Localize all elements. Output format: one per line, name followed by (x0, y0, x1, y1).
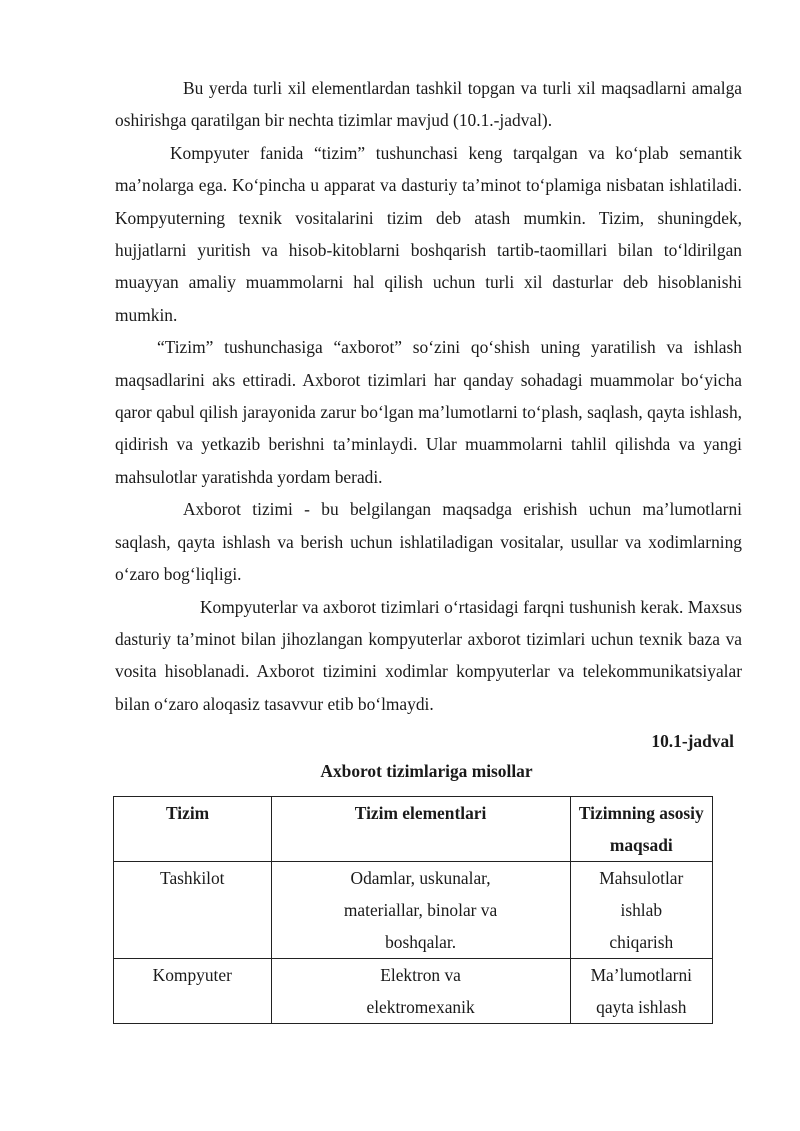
paragraph-3: “Tizim” tushunchasiga “axborot” so‘zini qo‘shish uning yaratilish va ishlash maqsadlarini aks ettiradi. Axborot tizimlari har qanday sohadagi muammolar bo‘yicha qaror qabul qilish jarayonida zarur bo‘lgan ma’lumotlarni to‘plash, saqlash, qayta ishlash, qidirish va yetkazib berishni ta’minlaydi. Ular muammolarni tahlil qilishda va yangi mahsulotlar yaratishda yordam beradi. (115, 337, 742, 487)
document-page (115, 72, 742, 1024)
header-asosiy-maqsadi: Tizimning asosiy maqsadi (570, 797, 712, 862)
table-row (114, 959, 713, 1024)
paragraph-1: Bu yerda turli xil elementlardan tashkil topgan va turli xil maqsadlarni amalga oshirishga qaratilgan bir nechta tizimlar mavjud (10.1.-jadval). (115, 78, 742, 131)
table-cell: Odamlar, uskunalar, materiallar, binolar va boshqalar. (271, 862, 570, 959)
table-cell: Tashkilot (114, 862, 272, 959)
paragraph-2: Kompyuter fanida “tizim” tushunchasi keng tarqalgan va ko‘plab semantik ma’nolarga ega. Ko‘pincha u apparat va dasturiy ta’minot to‘plamiga nisbatan ishlatiladi. Kompyuterning texnik vositalarini tizim deb atash mumkin. Tizim, shuningdek, hujjatlarni yuritish va hisob-kitoblarni boshqarish tartib-taomillari bilan to‘ldirilgan muayyan amaliy muammolarni hal qilish uchun turli xil dasturlar deb hisoblanishi mumkin. (115, 142, 742, 325)
table-cell: Mahsulotlar ishlab chiqarish (570, 862, 712, 959)
table-number: 10.1-jadval (651, 731, 734, 752)
header-tizim-elementlari: Tizim elementlari (271, 797, 570, 862)
table-cell: Ma’lumotlarni qayta ishlash (570, 959, 712, 1024)
table-title: Axborot tizimlariga misollar (320, 761, 533, 782)
table-row (114, 862, 713, 959)
table-cell: Elektron va elektromexanik (271, 959, 570, 1024)
header-tizim: Tizim (114, 797, 272, 862)
paragraph-4: Axborot tizimi - bu belgilangan maqsadga erishish uchun ma’lumotlarni saqlash, qayta ishlash va berish uchun ishlatiladigan vositalar, usullar va xodimlarning o‘zaro bog‘liqligi. (115, 499, 742, 585)
table-header-row (114, 797, 713, 862)
systems-table (113, 796, 713, 1024)
table-cell: Kompyuter (114, 959, 272, 1024)
paragraph-5: Kompyuterlar va axborot tizimlari o‘rtasidagi farqni tushunish kerak. Maxsus dasturiy ta’minot bilan jihozlangan kompyuterlar axborot tizimlari uchun texnik baza va vosita hisoblanadi. Axborot tizimini xodimlar kompyuterlar va telekommunikatsiyalar bilan o‘zaro aloqasiz tasavvur etib bo‘lmaydi. (115, 596, 742, 714)
